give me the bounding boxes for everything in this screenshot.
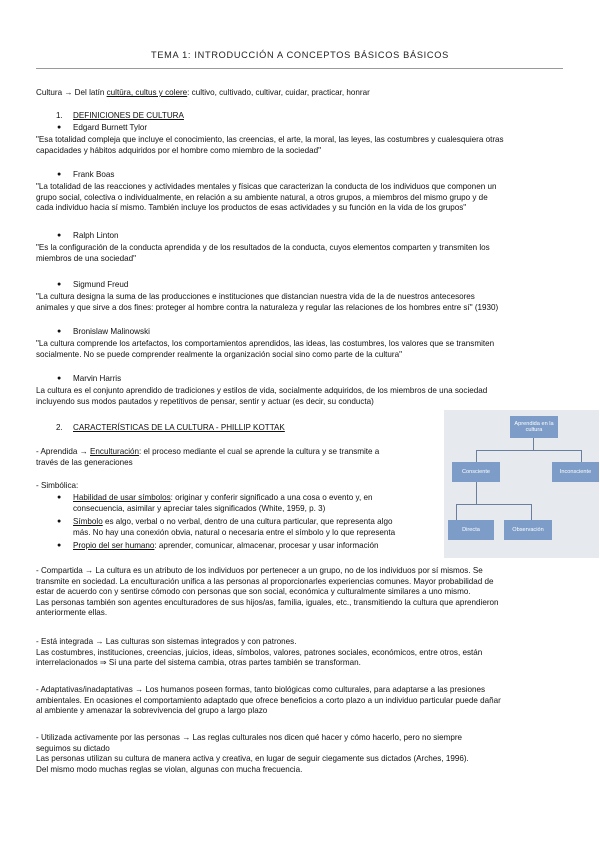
author-quote: "La cultura designa la suma de las producciones e instituciones que distancian nuestra vida de la de nuestros antecesores animales y que sirve a dos fines: proteger al hombre contra la naturaleza y regular las relaciones de los hombres entre sí" (1930) bbox=[36, 292, 499, 312]
diagram-node-left: Consciente bbox=[452, 462, 500, 482]
diagram-connector bbox=[533, 438, 534, 450]
section1-heading: DEFINICIONES DE CULTURA bbox=[73, 111, 184, 120]
bullet-icon: ● bbox=[57, 232, 62, 239]
author-name: Bronislaw Malinowski bbox=[73, 327, 150, 336]
section1-number: 1. bbox=[56, 111, 63, 120]
intro-line: Cultura → Del latín cultūra, cultus y colere: cultivo, cultivado, cultivar, cuidar, practicar, honrar bbox=[36, 88, 370, 97]
compartida-paragraph: - Compartida → La cultura es un atributo de los individuos por pertenecer a un grupo, no de los individuos por sí mismos. Se transmite en sociedad. La enculturación unifica a las personas al proporcionarles experiencias comunes. Mayor probabilidad de estar de acuerdo con y sentirse cómodo con personas que son social, económica y culturalmente similares a uno mismo. Las personas también son agentes enculturadores de sus hijos/as, familia, iguales, etc., transmitiendo la cultura que aprendieron anteriormente ellas. bbox=[36, 566, 499, 618]
bullet-icon: ● bbox=[57, 171, 62, 178]
author-quote: "La totalidad de las reacciones y actividades mentales y físicas que caracterizan la conducta de los individuos que componen un grupo social, colectiva o individualmente, en relación a su ambiente natural, a otros grupos, a miembros del mismo grupo y de cada individuo hacia sí mismo. También incluye los productos de esas actividades y su función en la vida de los grupos" bbox=[36, 182, 497, 213]
diagram-connector bbox=[476, 450, 581, 451]
simbolica-heading: - Simbólica: bbox=[36, 481, 79, 490]
diagram-connector bbox=[456, 504, 531, 505]
diagram-connector bbox=[476, 450, 477, 462]
diagram-node-root: Aprendida en la cultura bbox=[510, 416, 558, 438]
diagram-node-bottom-left: Directa bbox=[448, 520, 494, 540]
author-name: Ralph Linton bbox=[73, 231, 119, 240]
author-quote: "Es la configuración de la conducta aprendida y de los resultados de la conducta, cuyos elementos comparten y transmiten los miembros de una sociedad" bbox=[36, 243, 490, 263]
simbolica-item: Símbolo es algo, verbal o no verbal, dentro de una cultura particular, que representa algo más. No hay una conexión obvia, natural o necesaria entre el símbolo y lo que representa bbox=[73, 517, 396, 537]
author-quote: "La cultura comprende los artefactos, los comportamientos aprendidos, las ideas, las costumbres, los valores que se transmiten socialmente. No se puede comprender realmente la organización social sino como parte de la cultura" bbox=[36, 339, 495, 359]
adaptativas-paragraph: - Adaptativas/inadaptativas → Los humanos poseen formas, tanto biológicas como culturales, para adaptarse a las presiones ambientales. En ocasiones el comportamiento adaptado que ofrece beneficios a corto plazo a un individuo particular puede dañar al ambiente y amenazar la sobrevivencia del grupo a largo plazo bbox=[36, 685, 501, 716]
bullet-icon: ● bbox=[57, 518, 62, 525]
bullet-icon: ● bbox=[57, 124, 62, 131]
enculturacion-term: Enculturación bbox=[90, 447, 140, 456]
simbolica-item: Propio del ser humano: aprender, comunicar, almacenar, procesar y usar información bbox=[73, 541, 379, 550]
utilizada-paragraph: - Utilizada activamente por las personas → Las reglas culturales nos dicen qué hacer y cómo hacerlo, pero no siempre seguimos su dictado Las personas utilizan su cultura de manera activa y creativa, en lugar de seguir ciegamente sus dictados (Arches, 1996). Del mismo modo muchas reglas se violan, algunas con mucha frecuencia. bbox=[36, 733, 469, 774]
title-divider bbox=[36, 68, 563, 69]
author-name: Marvin Harris bbox=[73, 374, 122, 383]
bullet-icon: ● bbox=[57, 281, 62, 288]
bullet-icon: ● bbox=[57, 328, 62, 335]
bullet-icon: ● bbox=[57, 542, 62, 549]
author-quote: La cultura es el conjunto aprendido de tradiciones y estilos de vida, socialmente adquiridos, de los miembros de una sociedad incluyendo sus modos pautados y repetitivos de pensar, sentir y actuar (es decir, su conducta) bbox=[36, 386, 488, 406]
simbolica-item: Habilidad de usar símbolos: originar y conferir significado a una cosa o evento y, en consecuencia, asimilar y apreciar tales significados (White, 1959, p. 3) bbox=[73, 493, 373, 513]
author-name: Edgard Burnett Tylor bbox=[73, 123, 148, 132]
author-name: Frank Boas bbox=[73, 170, 115, 179]
bullet-icon: ● bbox=[57, 494, 62, 501]
section2-number: 2. bbox=[56, 423, 63, 432]
diagram-node-bottom-right: Observación bbox=[504, 520, 552, 540]
aprendida-paragraph: - Aprendida → Enculturación: el proceso mediante el cual se aprende la cultura y se transmite a través de las generaciones bbox=[36, 447, 380, 467]
page-title: TEMA 1: INTRODUCCIÓN A CONCEPTOS BÁSICOS BÁSICOS bbox=[151, 50, 449, 60]
diagram-node-right: Inconsciente bbox=[552, 462, 599, 482]
etymology-term: cultūra, cultus y colere bbox=[106, 88, 188, 97]
diagram-connector bbox=[531, 504, 532, 520]
section2-heading: CARACTERÍSTICAS DE LA CULTURA - PHILLIP KOTTAK bbox=[73, 423, 285, 432]
integrada-paragraph: - Está integrada → Las culturas son sistemas integrados y con patrones. Las costumbres, instituciones, creencias, juicios, ideas, símbolos, valores, patrones sociales, económicos, entre otros, están interrelacionados ⇒ Si una parte del sistema cambia, otras partes también se transforman. bbox=[36, 637, 483, 668]
author-quote: "Esa totalidad compleja que incluye el conocimiento, las creencias, el arte, la moral, las leyes, las costumbres y cualesquiera otras capacidades y hábitos adquiridos por el hombre como miembro de la sociedad" bbox=[36, 135, 504, 155]
culture-diagram bbox=[444, 410, 599, 558]
diagram-connector bbox=[456, 504, 457, 520]
author-name: Sigmund Freud bbox=[73, 280, 129, 289]
diagram-connector bbox=[476, 482, 477, 504]
diagram-connector bbox=[581, 450, 582, 462]
bullet-icon: ● bbox=[57, 375, 62, 382]
